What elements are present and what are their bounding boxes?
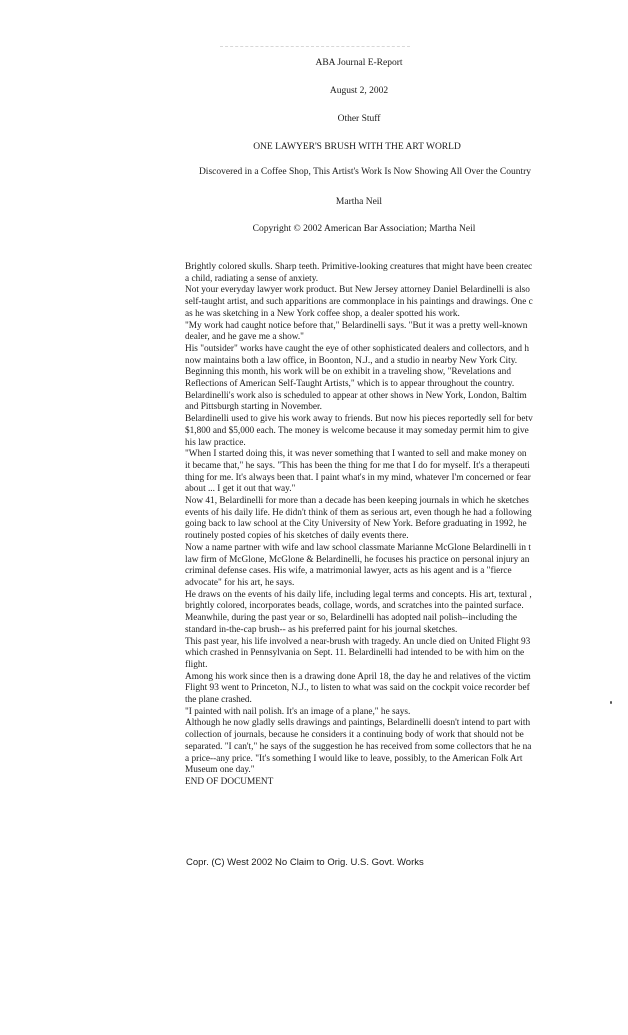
article-line: collection of journals, because he considers it a continuing body of work that should not be: [185, 730, 524, 741]
article-line: and Pittsburgh starting in November.: [185, 402, 322, 413]
article-line: flight.: [185, 659, 208, 670]
article-line: which crashed in Pennsylvania on Sept. 11. Belardinelli had intended to be with him on the: [185, 648, 525, 659]
article-line: END OF DOCUMENT: [185, 776, 274, 787]
article-line: Belardinelli used to give his work away to friends. But now his pieces reportedly sell for betv: [185, 414, 533, 425]
article-line: $1,800 and $5,000 each. The money is welcome because it may someday permit him to give: [185, 425, 529, 436]
article-line: it became that," he says. "This has been the thing for me that I do for myself. It's a therapeuti: [185, 460, 530, 471]
publication-date: August 2, 2002: [329, 86, 389, 96]
article-line: This past year, his life involved a near-brush with tragedy. An uncle died on United Flight 93: [185, 636, 531, 647]
article-line: standard in-the-cap brush-- as his preferred paint for his journal sketches.: [185, 624, 458, 635]
article-line: Not your everyday lawyer work product. But New Jersey attorney Daniel Belardinelli is also: [185, 285, 530, 296]
article-line: Now 41, Belardinelli for more than a decade has been keeping journals in which he sketches: [185, 496, 529, 507]
article-line: "When I started doing this, it was never something that I wanted to sell and make money on: [185, 449, 527, 460]
article-line: the plane crashed.: [185, 695, 252, 706]
article-line: dealer, and he gave me a show.": [185, 332, 304, 343]
article-line: advocate" for his art, he says.: [185, 577, 295, 588]
copyright-notice: Copyright © 2002 American Bar Association; Martha Neil: [252, 224, 476, 234]
article-line: separated. "I can't," he says of the suggestion he has received from some collectors that he na: [185, 741, 532, 752]
article-line: a price--any price. "It's something I would like to leave, possibly, to the American Folk Art: [185, 753, 523, 764]
article-line: Beginning this month, his work will be on exhibit in a traveling show, "Revelations and: [185, 367, 511, 378]
article-body: [185, 262, 568, 852]
article-line: routinely posted copies of his sketches of daily events there.: [185, 531, 409, 542]
article-line: "I painted with nail polish. It's an image of a plane," he says.: [185, 706, 411, 717]
article-line: events of his daily life. He didn't think of them as serious art, even though he had a following: [185, 507, 532, 518]
scan-speck: [610, 701, 612, 704]
section-name: Other Stuff: [337, 114, 381, 124]
article-subtitle: Discovered in a Coffee Shop, This Artist's Work Is Now Showing All Over the Country: [198, 167, 532, 177]
article-line: Although he now gladly sells drawings and paintings, Belardinelli doesn't intend to part with: [185, 718, 531, 729]
article-line: thing for me. It's always been that. I paint what's in my mind, whatever I'm concerned or fear: [185, 472, 531, 483]
article-line: as he was sketching in a New York coffee shop, a dealer spotted his work.: [185, 308, 460, 319]
article-line: His "outsider" works have caught the eye of other sophisticated dealers and collectors, and h: [185, 343, 529, 354]
article-line: Now a name partner with wife and law school classmate Marianne McGlone Belardinelli in t: [185, 542, 531, 553]
article-line: Belardinelli's work also is scheduled to appear at other shows in New York, London, Baltim: [185, 390, 527, 401]
article-author: Martha Neil: [335, 197, 383, 207]
article-line: He draws on the events of his daily life, including legal terms and concepts. His art, textural ,: [185, 589, 532, 600]
article-line: his law practice.: [185, 437, 246, 448]
footer-notice: Copr. (C) West 2002 No Claim to Orig. U.S. Govt. Works: [186, 857, 424, 868]
article-line: criminal defense cases. His wife, a matrimonial lawyer, acts as his agent and is a "fierce: [185, 566, 512, 577]
article-line: a child, radiating a sense of anxiety.: [185, 273, 319, 284]
article-line: "My work had caught notice before that," Belardinelli says. "But it was a pretty well-known: [185, 320, 528, 331]
article-line: Among his work since then is a drawing done April 18, the day he and relatives of the victim: [185, 671, 531, 682]
article-line: Meanwhile, during the past year or so, Belardinelli has adopted nail polish--including the: [185, 613, 518, 624]
article-line: Museum one day.": [185, 765, 255, 776]
article-line: Flight 93 went to Princeton, N.J., to listen to what was said on the cockpit voice recorder bef: [185, 683, 530, 694]
scan-edge-line: [220, 46, 410, 47]
article-line: self-taught artist, and such apparitions are commonplace in his paintings and drawings. One c: [185, 297, 533, 308]
article-line: going back to law school at the City University of New York. Before graduating in 1992, he: [185, 519, 527, 530]
article-line: now maintains both a law office, in Boonton, N.J., and a studio in nearby New York City.: [185, 355, 518, 366]
article-title: ONE LAWYER'S BRUSH WITH THE ART WORLD: [253, 142, 461, 152]
article-line: about ... I get it out that way.": [185, 484, 296, 495]
publication-name: ABA Journal E-Report: [315, 58, 403, 68]
article-line: brightly colored, incorporates beads, collage, words, and scratches into the painted surface.: [185, 601, 524, 612]
article-line: Reflections of American Self-Taught Artists," which is to appear throughout the country.: [185, 379, 515, 390]
article-line: Brightly colored skulls. Sharp teeth. Primitive-looking creatures that might have been createc: [185, 262, 533, 272]
article-line: law firm of McGlone, McGlone & Belardinelli, he focuses his practice on personal injury an: [185, 554, 530, 565]
